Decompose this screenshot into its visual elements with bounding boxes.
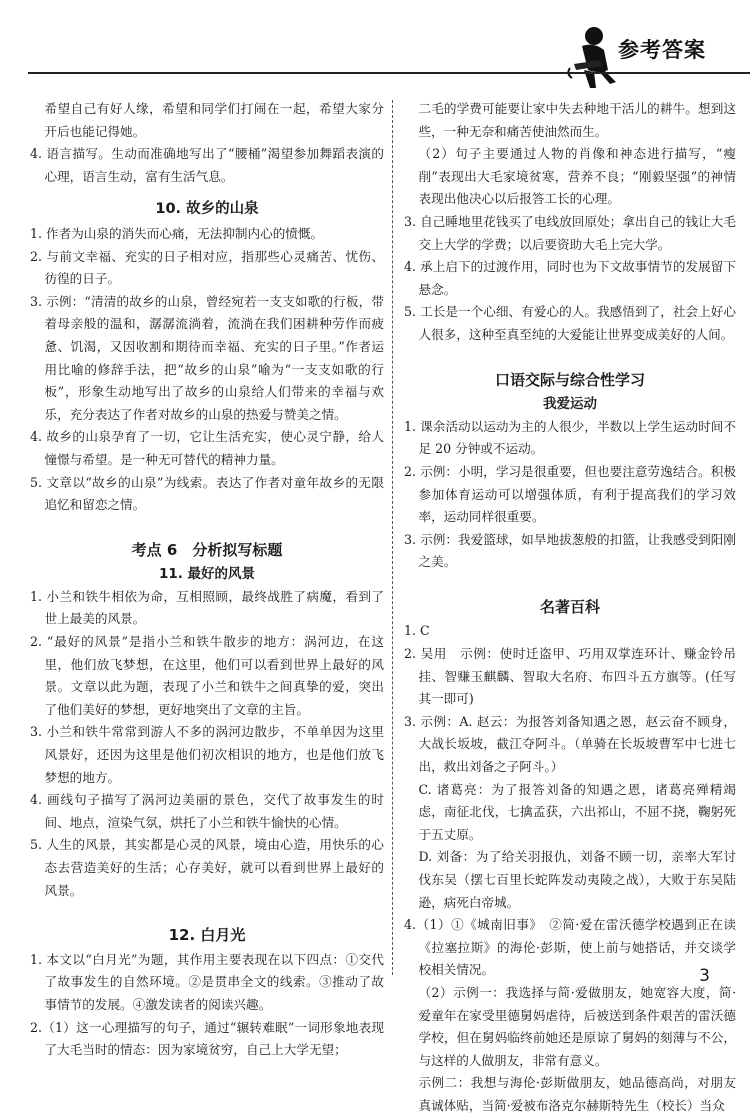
answer-paragraph: 4. 承上启下的过渡作用，同时也为下文故事情节的发展留下悬念。 [404,259,736,297]
answer-paragraph: （2）示例一：我选择与简·爱做朋友，她宽容大度，简·爱童年在家受里德舅妈虐待，后被送到条件艰苦的雷沃德学校，但在舅妈临终前她还是原谅了舅妈的刻薄与不公，与这样的人做朋友，非常有意义。 [418,984,736,1068]
answer-paragraph: 3. 示例：A. 赵云：为报答刘备知遇之恩，赵云奋不顾身，大战长坂坡，截江夺阿斗。（单骑在长坂坡曹军中七进七出，救出刘备之子阿斗。） [404,713,736,775]
answer-paragraph: 示例二：我想与海伦·彭斯做朋友，她品德高尚，对朋友真诚体贴，当简·爱被布洛克尔赫斯特先生（校长）当众 [418,1075,736,1113]
section-heading: 10. 故乡的山泉 [155,201,259,218]
answer-paragraph: 2. “最好的风景”是指小兰和铁牛散步的地方：涡河边，在这里，他们放飞梦想，在这里，他们可以看到世界上最好的风景。文章以此为题，表现了小兰和铁牛之间真挚的爱，突出了他们美好的梦想，更好地突出了文章的主旨。 [30,634,384,717]
left-column [30,98,384,1062]
reading-girl-icon [564,24,622,90]
answer-paragraph: 3. 小兰和铁牛常常到游人不多的涡河边散步，不单单因为这里风景好，还因为这里是他们初次相识的地方，也是他们放飞梦想的地方。 [30,724,384,785]
answer-paragraph: 4. 语言描写。生动而准确地写出了“腰桶”渴望参加舞蹈表演的心理，语言生动，富有生活气息。 [30,146,384,184]
answer-paragraph: 5. 文章以“故乡的山泉”为线索。表达了作者对童年故乡的无限追忆和留恋之情。 [30,474,384,513]
answer-paragraph: 1. 课余活动以运动为主的人很少，半数以上学生运动时间不足 20 分钟或不运动。 [404,418,736,457]
answer-paragraph: 2. 吴用 示例：使时迁盗甲、巧用双掌连环计、赚金铃吊挂、智赚玉麒麟、智取大名府、布四斗五方旗等。(任写其一即可) [404,646,736,707]
answer-paragraph: 希望自己有好人缘，希望和同学们打闹在一起，希望大家分开后也能记得她。 [44,101,384,139]
section-heading: 我爱运动 [543,396,597,413]
answer-paragraph: 5. 人生的风景，其实都是心灵的风景，境由心造，用快乐的心态去营造美好的生活；心存美好，就可以看到世界上最好的风景。 [30,837,384,898]
answer-paragraph: 2. 示例：小明，学习是很重要，但也要注意劳逸结合。积极参加体育运动可以增强体质，有利于提高我们的学习效率，运动同样很重要。 [404,463,736,525]
answer-paragraph: 4. 画线句子描写了涡河边美丽的景色，交代了故事发生的时间、地点，渲染气氛，烘托了小兰和铁牛愉快的心情。 [30,792,384,830]
answer-paragraph: 4. 故乡的山泉孕育了一切，它让生活充实，使心灵宁静，给人憧憬与希望。是一种无可替代的精神力量。 [30,429,384,467]
answer-paragraph: 3. 自己睡地里花钱买了电线放回原处；拿出自己的钱让大毛交上大学的学费；以后要资助大毛上完大学。 [404,213,736,252]
answer-paragraph: 1. 作者为山泉的消失而心痛，无法抑制内心的愤慨。 [30,225,324,241]
answer-paragraph: 3. 示例：“清清的故乡的山泉，曾经宛若一支支如歌的行板，带着母亲般的温和，潺潺流淌着，流淌在我们困耕种劳作而疲惫、饥渴，又因收割和期待而幸福、充实的日子里。”作者运用比喻的修辞手法，把“故乡的山泉”喻为“一支支如歌的行板”，形象生动地写出了故乡的山泉给人们带来的幸福与欢乐，充分表达了作者对故乡的山泉的热爱与赞美之情。 [30,293,384,422]
section-heading: 口语交际与综合性学习 [494,370,645,389]
answer-paragraph: C. 诸葛亮：为了报答刘备的知遇之恩，诸葛亮殚精竭虑，南征北伐，七擒孟获，六出祁山，不屈不挠，鞠躬死于五丈原。 [418,781,736,842]
answer-paragraph: 二毛的学费可能要让家中失去种地干活儿的耕牛。想到这些，一种无奈和痛苦使油然而生。 [418,101,736,139]
header-rule [28,72,750,74]
page-number: 3 [699,966,710,986]
header-title: 参考答案 [618,38,706,62]
right-column [404,98,736,1118]
section-heading: 考点 6 分析拟写标题 [131,540,283,559]
section-heading: 12. 白月光 [168,926,246,945]
answer-paragraph: 1. C [404,623,430,639]
answer-paragraph: D. 刘备：为了给关羽报仇，刘备不顾一切，亲率大军讨伐东吴（摆七百里长蛇阵发动夷陵之战），大败于东吴陆逊，病死白帝城。 [418,849,736,910]
answer-paragraph: 3. 示例：我爱篮球，如旱地拔葱般的扣篮，让我感受到阳刚之美。 [404,531,736,570]
answer-paragraph: 5. 工长是一个心细、有爱心的人。我感悟到了，社会上好心人很多，这种至真至纯的大爱能让世界变成美好的人间。 [404,304,736,342]
answer-paragraph: （2）句子主要通过人物的肖像和神态进行描写，“瘦削”表现出大毛家境贫寒，营养不良；“刚毅坚强”的神情表现出他决心以后报答工长的心理。 [418,146,736,207]
answer-paragraph: 1. 本文以“白月光”为题，其作用主要表现在以下四点：①交代了故事发生的自然环境。②是贯串全文的线索。③推动了故事情节的发展。④激发读者的阅读兴趣。 [30,951,384,1012]
answer-paragraph: 1. 小兰和铁牛相依为命，互相照顾，最终战胜了病魔，看到了世上最美的风景。 [30,588,384,627]
answer-paragraph: 2.（1）这一心理描写的句子，通过“辗转难眠”一词形象地表现了大毛当时的情态：因为家境贫穷，自己上大学无望； [30,1019,384,1058]
column-divider [392,100,393,975]
section-heading: 名著百科 [539,597,600,616]
answer-paragraph: 2. 与前文幸福、充实的日子相对应，指那些心灵痛苦、忧伤、彷徨的日子。 [30,248,384,287]
answer-paragraph: 4.（1）①《城南旧事》 ②简·爱在雷沃德学校遇到正在读《拉塞拉斯》的海伦·彭斯，使上前与她搭话，并交谈学校相关情况。 [404,917,736,978]
section-heading: 11. 最好的风景 [158,566,256,583]
page-header [0,0,750,92]
